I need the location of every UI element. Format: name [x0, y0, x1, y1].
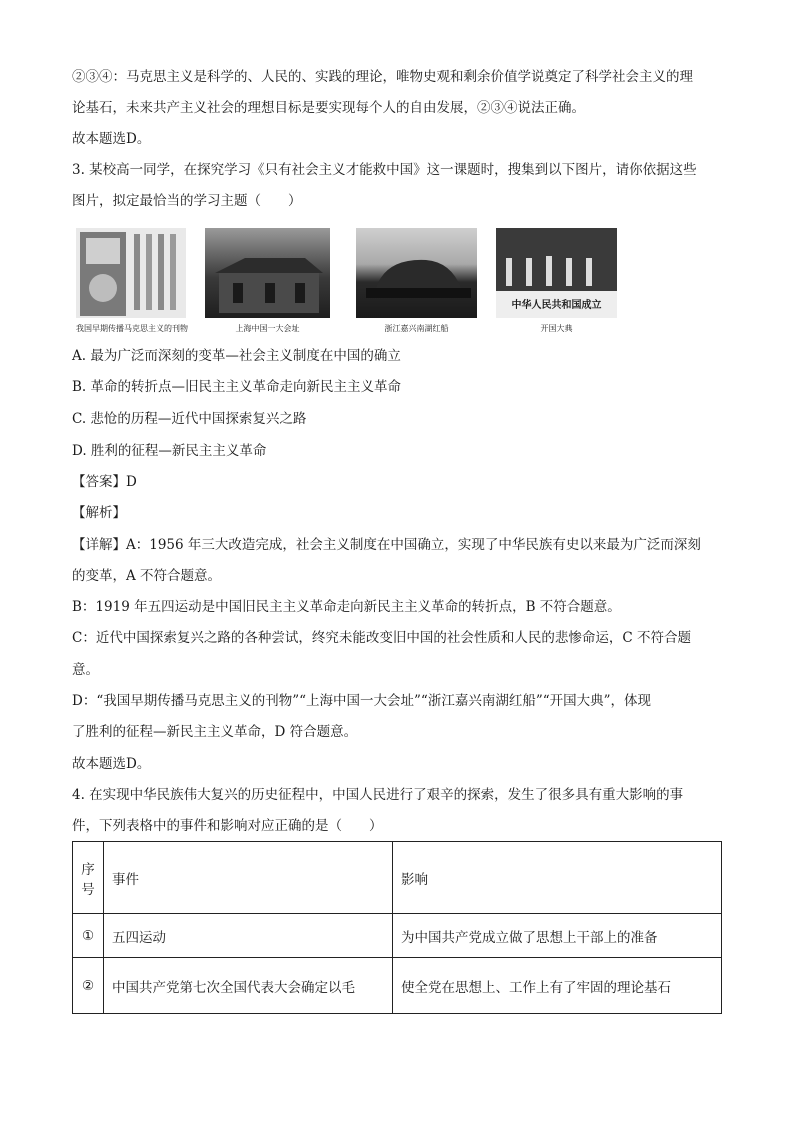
prev-conclusion: 故本题选D。 — [72, 131, 151, 147]
photo-caption: 开国大典 — [540, 324, 573, 333]
prev-answer-line-2: 论基石，未来共产主义社会的理想目标是要实现每个人的自由发展，②③④说法正确。 — [72, 100, 585, 116]
q3-option-c: C. 悲怆的历程—近代中国探索复兴之路 — [72, 411, 307, 427]
photo-caption: 上海中国一大会址 — [235, 324, 300, 333]
q3-stem-line-2: 图片，拟定最恰当的学习主题（ ） — [72, 193, 302, 209]
ceremony-overlay-text: 中华人民共和国成立 — [511, 300, 602, 311]
table-row — [73, 914, 722, 958]
photo-caption: 浙江嘉兴南湖红船 — [384, 324, 449, 333]
building-image — [205, 228, 330, 318]
header-no-part-2: 号 — [81, 881, 95, 898]
q3-detail-line-2: 的变革，A 不符合题意。 — [72, 568, 222, 584]
photo-early-marxist-journals — [76, 228, 188, 333]
q3-detail-line-4: C：近代中国探索复兴之路的各种尝试，终究未能改变旧中国的社会性质和人民的悲惨命运，C 不符合题 — [72, 630, 691, 646]
journal-illustration — [76, 228, 186, 318]
q3-option-b: B. 革命的转折点—旧民主主义革命走向新民主主义革命 — [72, 379, 402, 395]
building-illustration — [205, 228, 330, 318]
q3-option-d: D. 胜利的征程—新民主主义革命 — [72, 443, 267, 459]
header-impact: 影响 — [393, 842, 722, 914]
table-header-row — [73, 842, 722, 914]
table-row — [73, 958, 722, 1014]
q4-event-table — [72, 841, 722, 1014]
q3-detail-line-3: B：1919 年五四运动是中国旧民主主义革命走向新民主主义革命的转折点，B 不符合题意。 — [72, 599, 621, 615]
q3-option-a: A. 最为广泛而深刻的变革—社会主义制度在中国的确立 — [72, 348, 401, 364]
q3-analysis-label: 【解析】 — [72, 505, 126, 521]
row-event: 中国共产党第七次全国代表大会确定以毛 — [104, 958, 393, 1014]
photo-south-lake-red-boat — [356, 228, 477, 333]
q3-detail-line-1: 【详解】A：1956 年三大改造完成，社会主义制度在中国确立，实现了中华民族有史以来最为广泛而深刻 — [72, 537, 701, 553]
answer-value: D — [126, 474, 137, 490]
boat-image — [356, 228, 477, 318]
q4-stem-line-2: 件，下列表格中的事件和影响对应正确的是（ ） — [72, 818, 383, 834]
ceremony-image — [496, 228, 617, 318]
row-no: ① — [73, 914, 104, 958]
q3-detail-line-6: D：“我国早期传播马克思主义的刊物”“上海中国一大会址”“浙江嘉兴南湖红船”“开国大典”，体现 — [72, 693, 652, 709]
row-impact: 使全党在思想上、工作上有了牢固的理论基石 — [393, 958, 722, 1014]
q3-answer — [72, 472, 137, 492]
answer-label: 【答案】 — [72, 474, 126, 490]
row-event: 五四运动 — [104, 914, 393, 958]
row-impact: 为中国共产党成立做了思想上干部上的准备 — [393, 914, 722, 958]
photo-founding-ceremony — [496, 228, 617, 333]
boat-illustration — [356, 228, 477, 318]
prev-answer-line-1: ②③④：马克思主义是科学的、人民的、实践的理论，唯物史观和剩余价值学说奠定了科学社会主义的理 — [72, 69, 693, 85]
q3-detail-line-5: 意。 — [72, 662, 99, 678]
q3-stem-line-1: 3. 某校高一同学，在探究学习《只有社会主义才能救中国》这一课题时，搜集到以下图片，请你依据这些 — [72, 162, 697, 178]
q3-detail-line-7: 了胜利的征程—新民主主义革命，D 符合题意。 — [72, 724, 358, 740]
photo-shanghai-first-congress-site — [205, 228, 330, 333]
header-no — [73, 842, 104, 914]
q3-conclusion: 故本题选D。 — [72, 756, 151, 772]
q3-photo-row — [76, 228, 621, 336]
photo-caption: 我国早期传播马克思主义的刊物 — [76, 324, 188, 333]
row-no: ② — [73, 958, 104, 1014]
q4-stem-line-1: 4. 在实现中华民族伟大复兴的历史征程中，中国人民进行了艰辛的探索，发生了很多具有重大影响的事 — [72, 787, 684, 803]
header-no-part-1: 序 — [81, 861, 95, 878]
journal-image — [76, 228, 186, 318]
header-event: 事件 — [104, 842, 393, 914]
